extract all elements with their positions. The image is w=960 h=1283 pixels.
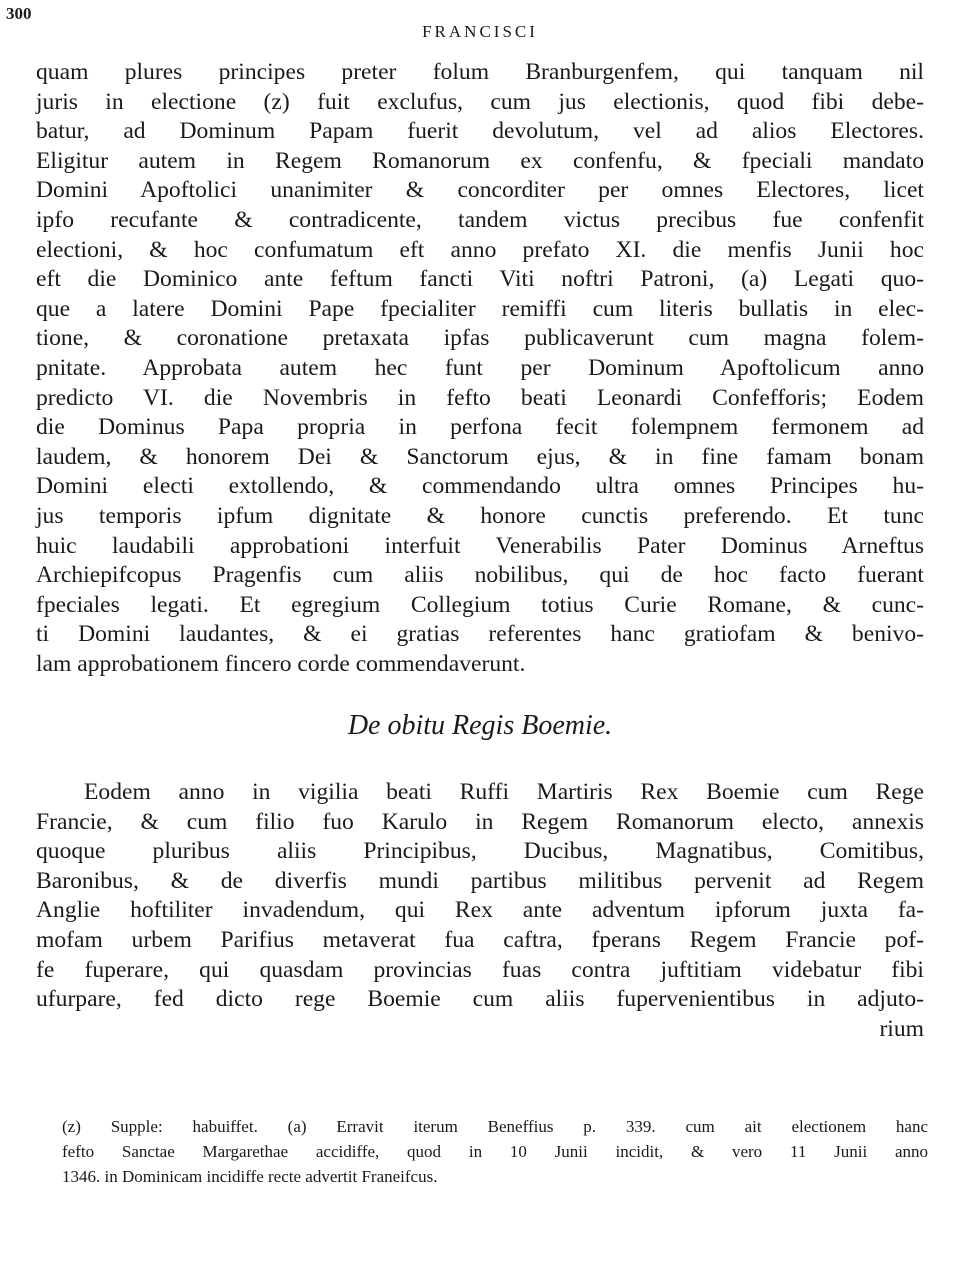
text-line: electioni, & hoc confumatum eft anno prefato XI. die menfis Junii hoc xyxy=(36,236,924,263)
text-line: ti Domini laudantes, & ei gratias referentes hanc gratiofam & benivo- xyxy=(36,621,924,648)
text-line: lam approbationem fincero corde commendaverunt. xyxy=(36,650,526,677)
text-line: tione, & coronatione pretaxata ipfas publicaverunt cum magna folem- xyxy=(36,325,924,352)
main-paragraph xyxy=(36,58,924,679)
text-line: Eodem anno in vigilia beati Ruffi Martiris Rex Boemie cum Rege xyxy=(84,779,924,805)
text-line: die Dominus Papa propria in perfona fecit folempnem fermonem ad xyxy=(36,414,924,441)
text-line: Eligitur autem in Regem Romanorum ex confenfu, & fpeciali mandato xyxy=(36,147,924,174)
text-line: pnitate. Approbata autem hec funt per Dominum Apoftolicum anno xyxy=(36,354,924,381)
text-line: huic laudabili approbationi interfuit Venerabilis Pater Dominus Arneftus xyxy=(36,532,924,559)
text-line: quam plures principes preter folum Branburgenfem, qui tanquam nil xyxy=(36,59,924,85)
text-line: fe fuperare, qui quasdam provincias fuas contra juftitiam videbatur fibi xyxy=(36,956,924,983)
catchword: rium xyxy=(879,1015,924,1042)
page-number: 300 xyxy=(6,4,32,23)
text-line: batur, ad Dominum Papam fuerit devolutum, vel ad alios Electores. xyxy=(36,118,924,145)
footnote-line: 1346. in Dominicam incidiffe recte advertit Franeifcus. xyxy=(62,1167,438,1186)
second-paragraph xyxy=(36,778,924,1044)
section-heading: De obitu Regis Boemie. xyxy=(347,710,613,741)
text-line: Baronibus, & de diverfis mundi partibus militibus pervenit ad Regem xyxy=(36,867,924,894)
text-line: predicto VI. die Novembris in fefto beati Leonardi Confefforis; Eodem xyxy=(36,384,924,411)
text-line: ipfo recufante & contradicente, tandem victus precibus fue confenfit xyxy=(36,206,924,233)
text-line: Anglie hoftiliter invadendum, qui Rex ante adventum ipforum juxta fa- xyxy=(36,897,924,924)
text-line: laudem, & honorem Dei & Sanctorum ejus, & in fine famam bonam xyxy=(36,443,924,470)
footnotes xyxy=(62,1114,928,1189)
text-line: eft die Dominico ante feftum fancti Viti noftri Patroni, (a) Legati quo- xyxy=(36,266,924,293)
text-line: Domini Apoftolici unanimiter & concorditer per omnes Electores, licet xyxy=(36,177,924,204)
text-line: ufurpare, fed dicto rege Boemie cum aliis fupervenientibus in adjuto- xyxy=(36,986,924,1013)
footnote-line: fefto Sanctae Margarethae accidiffe, quod in 10 Junii incidit, & vero 11 Junii anno xyxy=(62,1142,928,1161)
text-line: Domini electi extollendo, & commendando ultra omnes Principes hu- xyxy=(36,473,924,500)
text-line: mofam urbem Parifius metaverat fua caftra, fperans Regem Francie pof- xyxy=(36,926,924,953)
text-line: jus temporis ipfum dignitate & honore cunctis preferendo. Et tunc xyxy=(36,502,924,529)
text-line: juris in electione (z) fuit exclufus, cum jus electionis, quod fibi debe- xyxy=(36,88,924,115)
text-line: Francie, & cum filio fuo Karulo in Regem Romanorum electo, annexis xyxy=(36,808,924,835)
running-head: FRANCISCI xyxy=(422,22,538,41)
text-line: que a latere Domini Pape fpecialiter remiffi cum literis bullatis in elec- xyxy=(36,295,924,322)
text-line: fpeciales legati. Et egregium Collegium totius Curie Romane, & cunc- xyxy=(36,591,924,618)
text-line: quoque pluribus aliis Principibus, Ducibus, Magnatibus, Comitibus, xyxy=(36,838,924,865)
footnote-line: (z) Supple: habuiffet. (a) Erravit iterum Beneffius p. 339. cum ait electionem hanc xyxy=(62,1117,928,1136)
text-line: Archiepifcopus Pragenfis cum aliis nobilibus, qui de hoc facto fuerant xyxy=(36,562,924,589)
